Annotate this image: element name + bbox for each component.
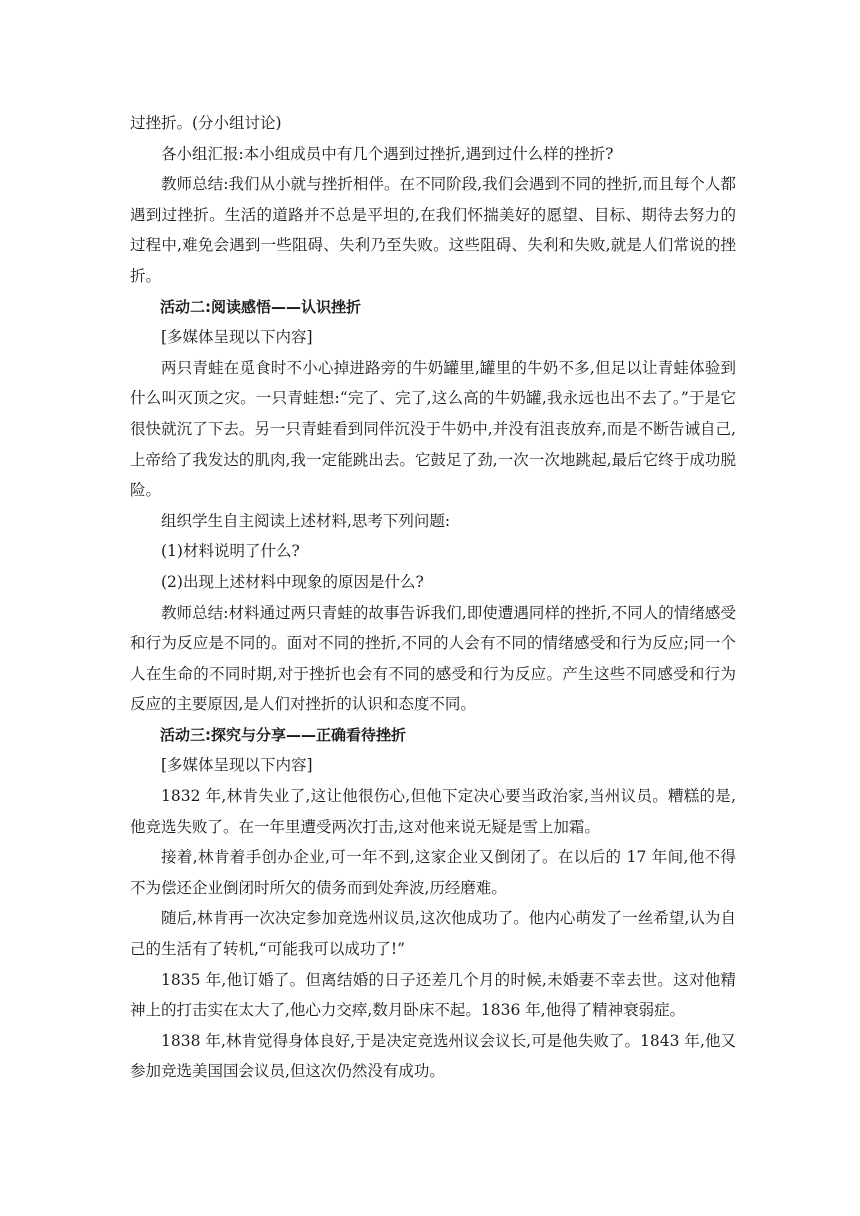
document-body: [130, 108, 736, 1087]
paragraph-multimedia-note-2: [多媒体呈现以下内容]: [161, 756, 313, 775]
paragraph-lincoln-election: 随后,林肯再一次决定参加竞选州议员,这次他成功了。他内心萌发了一丝希望,认为自己的生活有了转机,“可能我可以成功了!”: [130, 909, 736, 959]
paragraph-multimedia-note-1: [多媒体呈现以下内容]: [161, 328, 313, 347]
paragraph-question-1: (1)材料说明了什么?: [161, 542, 300, 561]
heading-activity-three: 活动三:探究与分享——正确看待挫折: [160, 725, 407, 744]
paragraph-lincoln-1832: 1832 年,林肯失业了,这让他很伤心,但他下定决心要当政治家,当州议员。糟糕的是,他竞选失败了。在一年里遭受两次打击,这对他来说无疑是雪上加霜。: [130, 787, 736, 836]
paragraph-lincoln-1838: 1838 年,林肯觉得身体良好,于是决定竞选州议会议长,可是他失败了。1843 年,他又参加竞选美国国会议员,但这次仍然没有成功。: [130, 1031, 736, 1081]
paragraph-question-2: (2)出现上述材料中现象的原因是什么?: [161, 572, 424, 591]
paragraph-reading-task: 组织学生自主阅读上述材料,思考下列问题:: [161, 511, 451, 530]
paragraph-frog-story: 两只青蛙在觅食时不小心掉进路旁的牛奶罐里,罐里的牛奶不多,但足以让青蛙体验到什么叫灭顶之灾。一只青蛙想:“完了、完了,这么高的牛奶罐,我永远也出不去了。”于是它很快就沉了下去。另一只青蛙看到同伴沉没于牛奶中,并没有沮丧放弃,而是不断告诫自己,上帝给了我发达的肌肉,我一定能跳出去。它鼓足了劲,一次一次地跳起,最后它终于成功脱险。: [130, 358, 736, 500]
paragraph-lincoln-1835: 1835 年,他订婚了。但离结婚的日子还差几个月的时候,未婚妻不幸去世。这对他精神上的打击实在太大了,他心力交瘁,数月卧床不起。1836 年,他得了精神衰弱症。: [130, 970, 736, 1020]
paragraph-lincoln-business: 接着,林肯着手创办企业,可一年不到,这家企业又倒闭了。在以后的 17 年间,他不得不为偿还企业倒闭时所欠的债务而到处奔波,历经磨难。: [130, 848, 736, 897]
paragraph-continuation: 过挫折。(分小组讨论): [130, 114, 282, 132]
heading-activity-two: 活动二:阅读感悟——认识挫折: [160, 297, 361, 316]
paragraph-teacher-summary-1: 教师总结:我们从小就与挫折相伴。在不同阶段,我们会遇到不同的挫折,而且每个人都遇到过挫折。生活的道路并不总是平坦的,在我们怀揣美好的愿望、目标、期待去努力的过程中,难免会遇到一些阻碍、失利乃至失败。这些阻碍、失利和失败,就是人们常说的挫折。: [130, 175, 736, 285]
paragraph-teacher-summary-2: 教师总结:材料通过两只青蛙的故事告诉我们,即使遭遇同样的挫折,不同人的情绪感受和行为反应是不同的。面对不同的挫折,不同的人会有不同的情绪感受和行为反应;同一个人在生命的不同时期,对于挫折也会有不同的感受和行为反应。产生这些不同感受和行为反应的主要原因,是人们对挫折的认识和态度不同。: [130, 603, 736, 714]
paragraph-group-report: 各小组汇报:本小组成员中有几个遇到过挫折,遇到过什么样的挫折?: [161, 144, 614, 163]
